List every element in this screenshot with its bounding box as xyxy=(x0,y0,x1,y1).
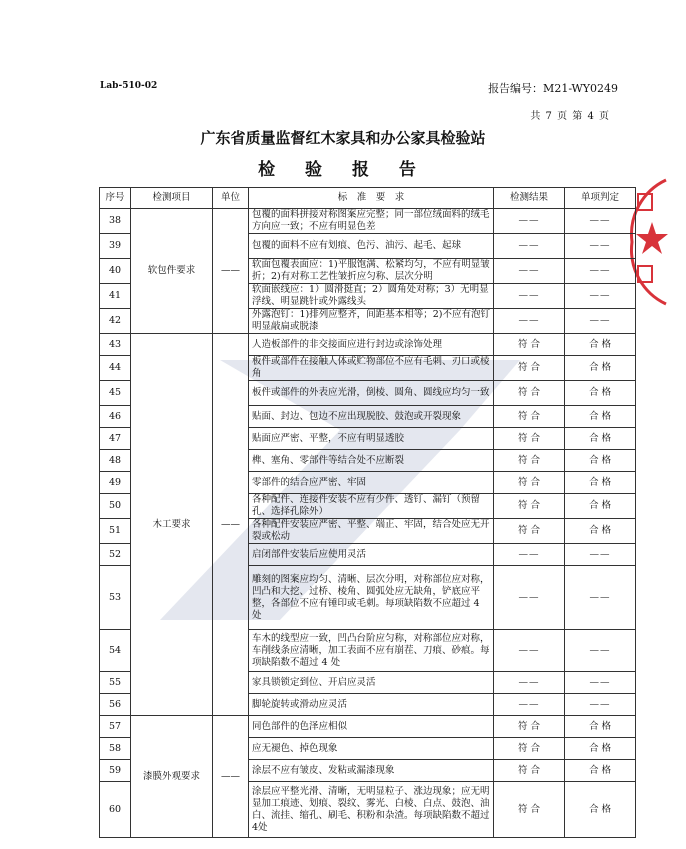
unit-cell: —— xyxy=(213,334,249,716)
item-group-name: 漆膜外观要求 xyxy=(131,716,213,838)
result-cell: 符 合 xyxy=(494,760,565,782)
verdict-cell: 合 格 xyxy=(565,356,636,381)
verdict-cell: —— xyxy=(565,694,636,716)
verdict-cell: 合 格 xyxy=(565,738,636,760)
row-number: 44 xyxy=(100,356,131,381)
result-cell: 符 合 xyxy=(494,334,565,356)
verdict-cell: —— xyxy=(565,309,636,334)
item-group-name: 软包件要求 xyxy=(131,209,213,334)
col-header-no: 序号 xyxy=(100,188,131,209)
requirement-text: 应无褪色、掉色现象 xyxy=(249,738,494,760)
result-cell: 符 合 xyxy=(494,716,565,738)
row-number: 59 xyxy=(100,760,131,782)
row-number: 42 xyxy=(100,309,131,334)
requirement-text: 包覆的面料不应有划痕、色污、油污、起毛、起球 xyxy=(249,234,494,259)
verdict-cell: 合 格 xyxy=(565,519,636,544)
unit-cell: —— xyxy=(213,716,249,838)
col-header-item: 检测项目 xyxy=(131,188,213,209)
verdict-cell: 合 格 xyxy=(565,760,636,782)
row-number: 38 xyxy=(100,209,131,234)
verdict-cell: —— xyxy=(565,234,636,259)
row-number: 58 xyxy=(100,738,131,760)
verdict-cell: —— xyxy=(565,566,636,630)
requirement-text: 软面包覆表面应：1)平服饱满、松紧均匀，不应有明显皱折；2)有对称工艺性皱折应匀称、层次分明 xyxy=(249,259,494,284)
verdict-cell: —— xyxy=(565,209,636,234)
page-info: 共 7 页 第 4 页 xyxy=(530,111,610,122)
result-cell: —— xyxy=(494,209,565,234)
verdict-cell: —— xyxy=(565,544,636,566)
organization-title: 广东省质量监督红木家具和办公家具检验站 xyxy=(200,129,486,147)
row-number: 49 xyxy=(100,472,131,494)
requirement-text: 板件或部件在接触人体或贮物部位不应有毛刺、刃口或棱角 xyxy=(249,356,494,381)
result-cell: —— xyxy=(494,566,565,630)
table-row xyxy=(100,716,636,738)
verdict-cell: —— xyxy=(565,672,636,694)
table-header-row xyxy=(100,188,636,209)
result-cell: —— xyxy=(494,259,565,284)
requirement-text: 车木的线型应一致，凹凸台阶应匀称，对称部位应对称，车削线条应清晰，加工表面不应有崩茬、刀痕、砂痕。每项缺陷数不超过 4 处 xyxy=(249,630,494,672)
row-number: 48 xyxy=(100,450,131,472)
row-number: 43 xyxy=(100,334,131,356)
verdict-cell: 合 格 xyxy=(565,450,636,472)
requirement-text: 雕刻的图案应均匀、清晰、层次分明，对称部位应对称，凹凸和大挖、过桥、棱角、圆弧处应无缺角，铲底应平整，各部位不应有锤印或毛刺。每项缺陷数不应超过 4 处 xyxy=(249,566,494,630)
col-header-result: 检测结果 xyxy=(494,188,565,209)
verdict-cell: 合 格 xyxy=(565,494,636,519)
col-header-verdict: 单项判定 xyxy=(565,188,636,209)
requirement-text: 包覆的面料拼接对称图案应完整；同一部位绒面料的绒毛方向应一致；不应有明显色差 xyxy=(249,209,494,234)
col-header-unit: 单位 xyxy=(213,188,249,209)
requirement-text: 板件或部件的外表应光滑，倒棱、圆角、圆线应均匀一致 xyxy=(249,381,494,406)
unit-cell: —— xyxy=(213,209,249,334)
verdict-cell: 合 格 xyxy=(565,716,636,738)
verdict-cell: 合 格 xyxy=(565,381,636,406)
document-title: 检 验 报 告 xyxy=(258,160,428,180)
report-number: 报告编号：M21-WY0249 xyxy=(488,82,618,95)
verdict-cell: 合 格 xyxy=(565,782,636,838)
verdict-cell: —— xyxy=(565,259,636,284)
requirement-text: 涂层应平整光滑、清晰，无明显粒子、涨边现象；应无明显加工痕迹、划痕、裂纹、雾光、白棱、白点、鼓泡、油白、流挂、缩孔、刷毛、积粉和杂渣。每项缺陷数不超过4处 xyxy=(249,782,494,838)
row-number: 41 xyxy=(100,284,131,309)
result-cell: 符 合 xyxy=(494,381,565,406)
result-cell: 符 合 xyxy=(494,472,565,494)
requirement-text: 贴面、封边、包边不应出现脱胶、鼓泡或开裂现象 xyxy=(249,406,494,428)
requirement-text: 人造板部件的非交接面应进行封边或涂饰处理 xyxy=(249,334,494,356)
row-number: 51 xyxy=(100,519,131,544)
inspection-table xyxy=(99,187,636,838)
row-number: 57 xyxy=(100,716,131,738)
table-row xyxy=(100,209,636,234)
item-group-name: 木工要求 xyxy=(131,334,213,716)
result-cell: —— xyxy=(494,694,565,716)
verdict-cell: 合 格 xyxy=(565,334,636,356)
result-cell: 符 合 xyxy=(494,519,565,544)
result-cell: —— xyxy=(494,544,565,566)
result-cell: 符 合 xyxy=(494,450,565,472)
result-cell: —— xyxy=(494,284,565,309)
result-cell: 符 合 xyxy=(494,356,565,381)
verdict-cell: 合 格 xyxy=(565,406,636,428)
row-number: 46 xyxy=(100,406,131,428)
result-cell: 符 合 xyxy=(494,428,565,450)
requirement-text: 涂层不应有皱皮、发粘或漏漆现象 xyxy=(249,760,494,782)
requirement-text: 贴面应严密、平整，不应有明显透胶 xyxy=(249,428,494,450)
result-cell: 符 合 xyxy=(494,738,565,760)
col-header-requirement: 标 准 要 求 xyxy=(249,188,494,209)
row-number: 40 xyxy=(100,259,131,284)
result-cell: —— xyxy=(494,234,565,259)
row-number: 56 xyxy=(100,694,131,716)
row-number: 47 xyxy=(100,428,131,450)
row-number: 52 xyxy=(100,544,131,566)
row-number: 39 xyxy=(100,234,131,259)
result-cell: 符 合 xyxy=(494,406,565,428)
verdict-cell: —— xyxy=(565,630,636,672)
requirement-text: 软面嵌线应：1）圆滑挺直；2）圆角处对称；3）无明显浮线、明显跳针或外露线头 xyxy=(249,284,494,309)
requirement-text: 启闭部件安装后应使用灵活 xyxy=(249,544,494,566)
row-number: 50 xyxy=(100,494,131,519)
verdict-cell: 合 格 xyxy=(565,472,636,494)
result-cell: —— xyxy=(494,672,565,694)
row-number: 54 xyxy=(100,630,131,672)
requirement-text: 各种配件安装应严密、平整、端正、牢固，结合处应无开裂或松动 xyxy=(249,519,494,544)
table-row xyxy=(100,334,636,356)
result-cell: 符 合 xyxy=(494,782,565,838)
requirement-text: 脚轮旋转或滑动应灵活 xyxy=(249,694,494,716)
verdict-cell: —— xyxy=(565,284,636,309)
requirement-text: 榫、塞角、零部件等结合处不应断裂 xyxy=(249,450,494,472)
result-cell: —— xyxy=(494,630,565,672)
requirement-text: 各种配件、连接件安装不应有少件、透钉、漏钉（预留孔、选择孔除外） xyxy=(249,494,494,519)
requirement-text: 家具锁锁定到位、开启应灵活 xyxy=(249,672,494,694)
verdict-cell: 合 格 xyxy=(565,428,636,450)
requirement-text: 外露泡钉：1)排列应整齐，间距基本相等；2)不应有泡钉明显敲扁或脱漆 xyxy=(249,309,494,334)
lab-code: Lab-510-02 xyxy=(100,81,158,91)
requirement-text: 零部件的结合应严密、牢固 xyxy=(249,472,494,494)
row-number: 55 xyxy=(100,672,131,694)
requirement-text: 同色部件的色泽应相似 xyxy=(249,716,494,738)
result-cell: 符 合 xyxy=(494,494,565,519)
row-number: 60 xyxy=(100,782,131,838)
row-number: 53 xyxy=(100,566,131,630)
row-number: 45 xyxy=(100,381,131,406)
result-cell: —— xyxy=(494,309,565,334)
